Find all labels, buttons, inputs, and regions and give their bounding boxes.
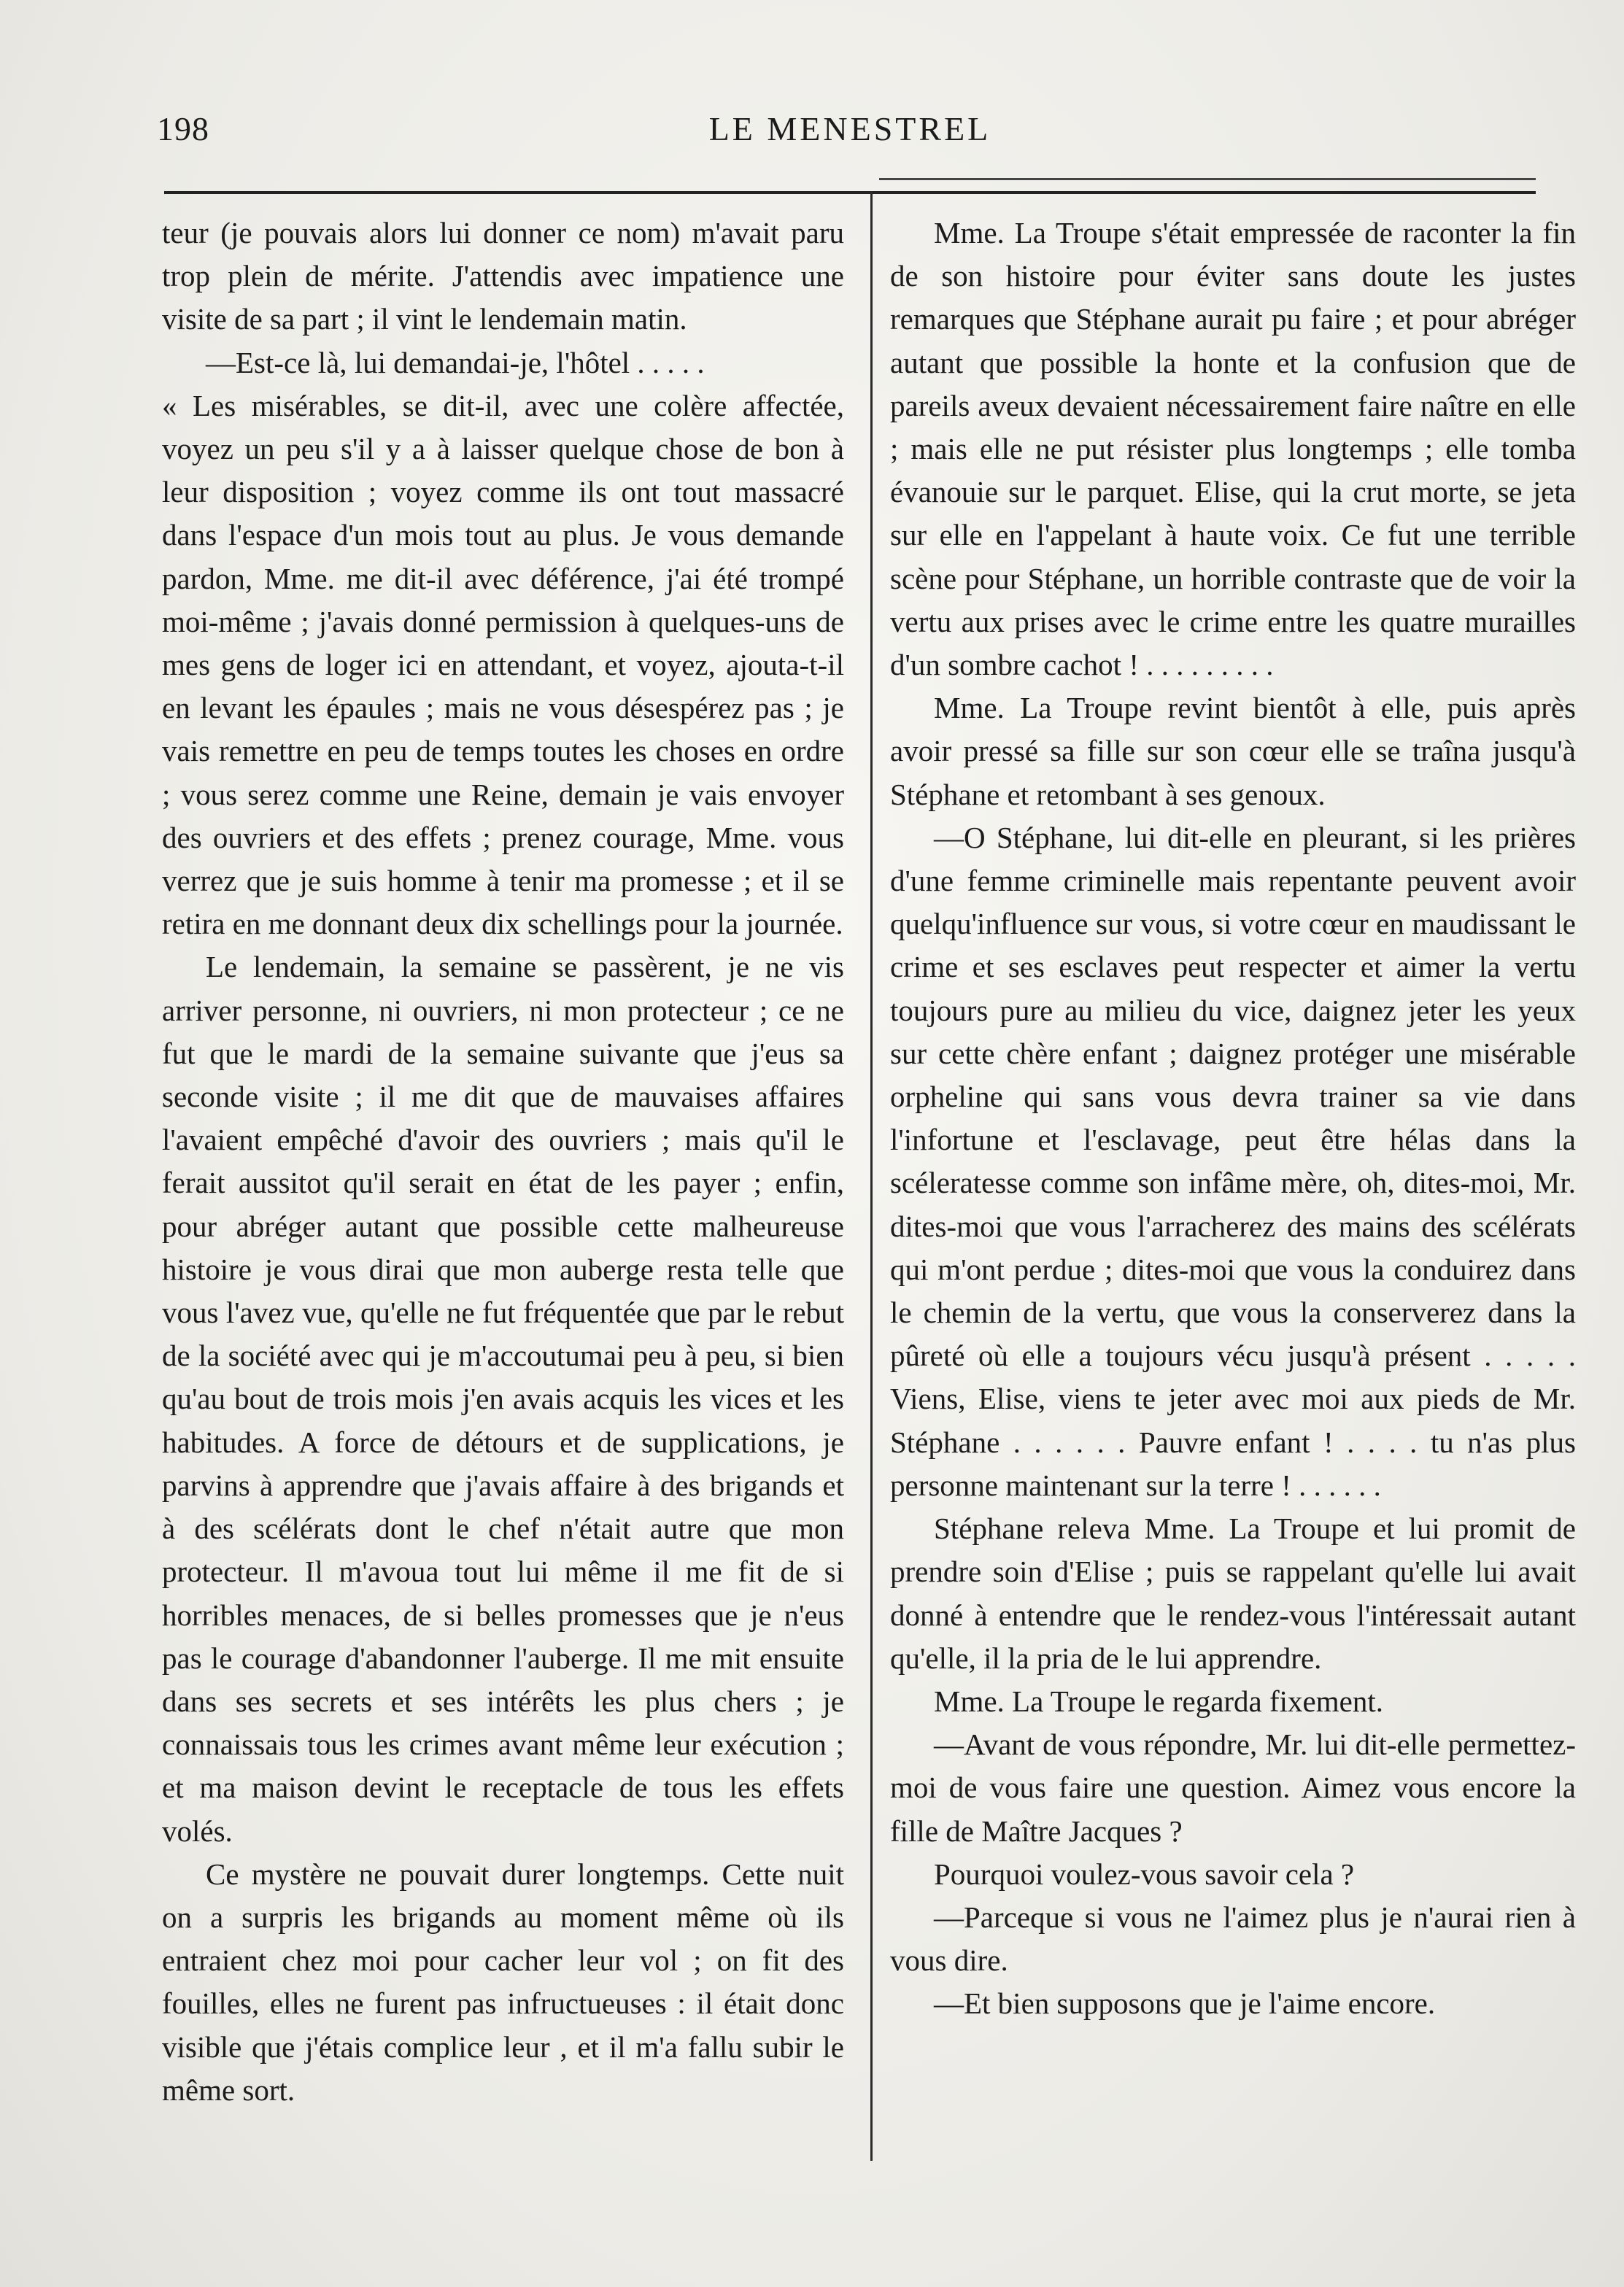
paragraph: teur (je pouvais alors lui donner ce nom) m'avait paru trop plein de mérite. J'attendis avec impatience une visite de sa part ; il vint le lendemain matin. (162, 216, 844, 336)
paragraph: « Les misérables, se dit-il, avec une colère affectée, voyez un peu s'il y a à laisser quelque chose de bon à leur disposition ; voyez comme ils ont tout massacré dans l'espace d'un mois tout au plus. Je vous demande pardon, Mme. me dit-il avec déférence, j'ai été trompé moi-même ; j'avais donné permission à quelques-uns de mes gens de loger ici en attendant, et voyez, ajouta-t-il en levant les épaules ; mais ne vous désespérez pas ; je vais remettre en peu de temps toutes les choses en ordre ; vous serez comme une Reine, demain je vais envoyer des ouvriers et des effets ; prenez courage, Mme. vous verrez que je suis homme à tenir ma promesse ; et il se retira en me donnant deux dix schellings pour la journée. (162, 388, 844, 941)
paragraph: Pourquoi voulez-vous savoir cela ? (934, 1857, 1355, 1891)
page-header (157, 109, 1543, 153)
paragraph: Mme. La Troupe s'était empressée de raconter la fin de son histoire pour éviter sans doute les justes remarques que Stéphane aurait pu faire ; et pour abréger autant que possible la honte et la confusion que de pareils aveux devaient nécessairement faire naître en elle ; mais elle ne put résister plus longtemps ; elle tomba évanouie sur le parquet. Elise, qui la crut morte, se jeta sur elle en l'appelant à haute voix. Ce fut une terrible scène pour Stéphane, un horrible contraste que de voir la vertu aux prises avec le crime entre les quatre murailles d'un sombre cachot ! . . . . . . . . . (890, 216, 1576, 682)
column-divider (870, 191, 873, 2161)
header-rule (164, 191, 1536, 194)
paragraph: Stéphane releva Mme. La Troupe et lui promit de prendre soin d'Elise ; puis se rappelant qu'elle lui avait donné à entendre que le rendez-vous l'intéressait autant qu'elle, il la pria de le lui apprendre. (890, 1512, 1576, 1675)
paragraph: —Est-ce là, lui demandai-je, l'hôtel . . . . . (206, 345, 705, 379)
paragraph: —Avant de vous répondre, Mr. lui dit-elle permettez-moi de vous faire une question. Aimez vous encore la fille de Maître Jacques ? (890, 1727, 1576, 1848)
paragraph: Ce mystère ne pouvait durer longtemps. Cette nuit on a surpris les brigands au moment même où ils entraient chez moi pour cacher leur vol ; on fit des fouilles, elles ne furent pas infructueuses : il était donc visible que j'étais complice leur , et il m'a fallu subir le même sort. (162, 1857, 844, 2107)
left-column (162, 212, 844, 2112)
paragraph: Le lendemain, la semaine se passèrent, je ne vis arriver personne, ni ouvriers, ni mon protecteur ; ce ne fut que le mardi de la semaine suivante que j'eus sa seconde visite ; il me dit que de mauvaises affaires l'avaient empêché d'avoir des ouvriers ; mais qu'il le ferait aussitot qu'il serait en état de les payer ; enfin, pour abréger autant que possible cette malheureuse histoire je vous dirai que mon auberge resta telle que vous l'avez vue, qu'elle ne fut fréquentée que par le rebut de la société avec qui je m'accoutumai peu à peu, si bien qu'au bout de trois mois j'en avais acquis les vices et les habitudes. A force de détours et de supplications, je parvins à apprendre que j'avais affaire à des brigands et à des scélérats dont le chef n'était autre que mon protecteur. Il m'avoua tout lui même il me fit de si horribles menaces, de si belles promesses que je n'eus pas le courage d'abandonner l'auberge. Il me mit ensuite dans ses secrets et ses intérêts les plus chers ; je connaissais tous les crimes avant même leur exécution ; et ma maison devint le receptacle de tous les effets volés. (162, 950, 844, 1848)
paragraph: —Parceque si vous ne l'aimez plus je n'aurai rien à vous dire. (890, 1900, 1576, 1978)
header-rule-thin (879, 178, 1536, 180)
running-title: LE MENESTREL (708, 110, 991, 147)
paragraph: —O Stéphane, lui dit-elle en pleurant, si les prières d'une femme criminelle mais repentante peuvent avoir quelqu'influence sur vous, si votre cœur en maudissant le crime et ses esclaves peut respecter et aimer la vertu toujours pure au milieu du vice, daignez jeter les yeux sur cette chère enfant ; daignez protéger une misérable orpheline qui sans vous devra trainer sa vie dans l'infortune et l'esclavage, peut être hélas dans la scéleratesse comme son infâme mère, oh, dites-moi, Mr. dites-moi que vous l'arracherez des mains des scélérats qui m'ont perdue ; dites-moi que vous la conduirez dans le chemin de la vertu, que vous la conserverez dans la pûreté où elle a toujours vécu jusqu'à présent . . . . . Viens, Elise, viens te jeter avec moi aux pieds de Mr. Stéphane . . . . . . Pauvre enfant ! . . . . tu n'as plus personne maintenant sur la terre ! . . . . . . (890, 820, 1576, 1502)
paragraph: Mme. La Troupe le regarda fixement. (934, 1684, 1383, 1718)
paragraph: —Et bien supposons que je l'aime encore. (934, 1986, 1436, 2021)
paragraph: Mme. La Troupe revint bientôt à elle, puis après avoir pressé sa fille sur son cœur elle se traîna jusqu'à Stéphane et retombant à ses genoux. (890, 691, 1576, 811)
right-column (890, 212, 1576, 2026)
page-number: 198 (157, 110, 209, 147)
